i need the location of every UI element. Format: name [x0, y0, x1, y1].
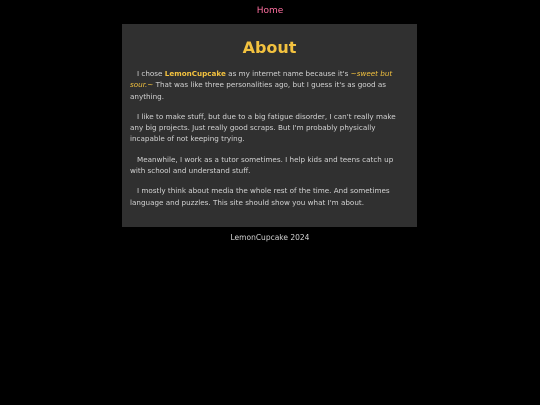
home-link[interactable]: Home — [256, 6, 284, 16]
tagline-emphasis: ~sweet but sour.~ — [130, 69, 393, 90]
brand-name: LemonCupcake — [164, 69, 226, 78]
about-paragraph-1 — [130, 68, 409, 102]
about-paragraph-2: I like to make stuff, but due to a big fatigue disorder, I can't really make any big projects. Just really good scraps. But I'm probably physically incapable of not keeping trying. — [130, 111, 396, 144]
footer-text: LemonCupcake 2024 — [230, 233, 310, 242]
paragraph-1-suffix: That was like three personalities ago, but I guess it's as good as anything. — [130, 80, 387, 101]
paragraph-1-prefix: I chose — [137, 69, 165, 78]
about-card — [122, 24, 417, 227]
page-title: About — [242, 38, 297, 57]
about-paragraph-3: Meanwhile, I work as a tutor sometimes. I help kids and teens catch up with school and understand stuff. — [130, 154, 394, 176]
paragraph-1-middle: as my internet name because it's — [225, 69, 351, 78]
top-nav — [0, 6, 540, 16]
about-paragraph-4: I mostly think about media the whole rest of the time. And sometimes language and puzzles. This site should show you what I'm about. — [130, 186, 390, 207]
